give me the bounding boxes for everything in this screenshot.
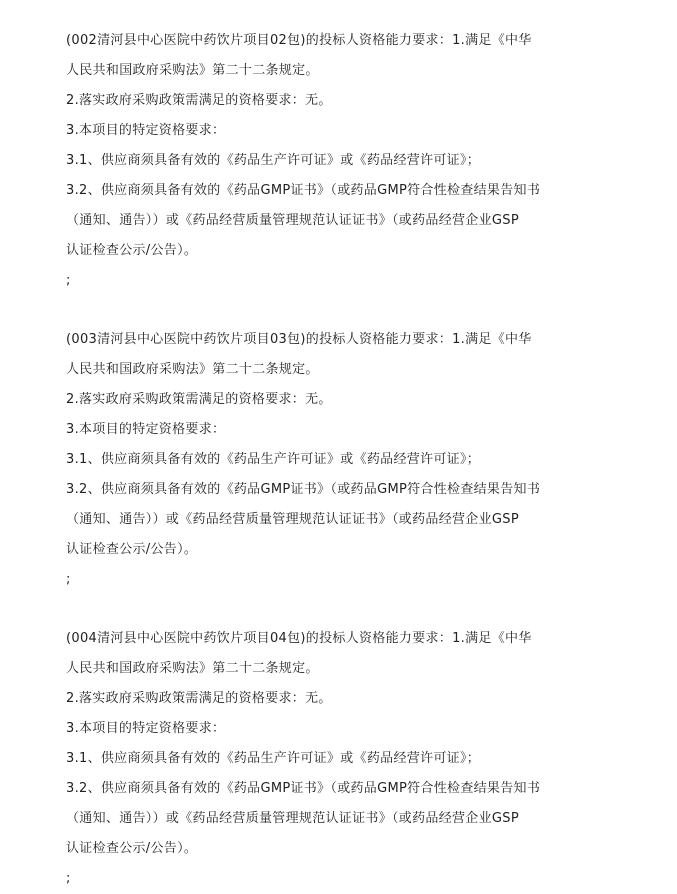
- block-line: 3.2、供应商须具备有效的《药品GMP证书》（或药品GMP符合性检查结果告知书: [66, 482, 541, 497]
- block-line: 3.2、供应商须具备有效的《药品GMP证书》（或药品GMP符合性检查结果告知书: [66, 183, 541, 198]
- block-separator: ;: [66, 273, 71, 288]
- block-line: （通知、通告））或《药品经营质量管理规范认证证书》（或药品经营企业GSP: [66, 512, 519, 527]
- block-line: 3.本项目的特定资格要求：: [66, 422, 226, 437]
- block-line: 3.2、供应商须具备有效的《药品GMP证书》（或药品GMP符合性检查结果告知书: [66, 781, 541, 796]
- block-line: (003清河县中心医院中药饮片项目03包)的投标人资格能力要求：1.满足《中华: [66, 332, 532, 347]
- block-line: 人民共和国政府采购法》第二十二条规定。: [66, 63, 319, 78]
- block-line: 认证检查公示/公告）。: [66, 542, 198, 557]
- block-line: (002清河县中心医院中药饮片项目02包)的投标人资格能力要求：1.满足《中华: [66, 33, 532, 48]
- block-line: 人民共和国政府采购法》第二十二条规定。: [66, 661, 319, 676]
- block-line: 3.1、供应商须具备有效的《药品生产许可证》或《药品经营许可证》；: [66, 751, 481, 766]
- block-separator: ;: [66, 572, 71, 587]
- block-line: 3.1、供应商须具备有效的《药品生产许可证》或《药品经营许可证》；: [66, 153, 481, 168]
- requirement-block-002: [66, 26, 606, 296]
- block-line: 认证检查公示/公告）。: [66, 243, 198, 258]
- block-line: 2.落实政府采购政策需满足的资格要求：无。: [66, 93, 332, 108]
- requirement-block-004: [66, 624, 606, 894]
- block-gap: [66, 595, 606, 624]
- block-line: 3.本项目的特定资格要求：: [66, 721, 226, 736]
- block-line: （通知、通告））或《药品经营质量管理规范认证证书》（或药品经营企业GSP: [66, 811, 519, 826]
- block-line: 3.1、供应商须具备有效的《药品生产许可证》或《药品经营许可证》；: [66, 452, 481, 467]
- document-body: [66, 26, 606, 894]
- block-separator: ;: [66, 871, 71, 886]
- block-line: (004清河县中心医院中药饮片项目04包)的投标人资格能力要求：1.满足《中华: [66, 631, 532, 646]
- block-line: 2.落实政府采购政策需满足的资格要求：无。: [66, 392, 332, 407]
- block-line: 2.落实政府采购政策需满足的资格要求：无。: [66, 691, 332, 706]
- block-line: 认证检查公示/公告）。: [66, 841, 198, 856]
- block-line: 3.本项目的特定资格要求：: [66, 123, 226, 138]
- block-gap: [66, 296, 606, 325]
- block-line: 人民共和国政府采购法》第二十二条规定。: [66, 362, 319, 377]
- block-line: （通知、通告））或《药品经营质量管理规范认证证书》（或药品经营企业GSP: [66, 213, 519, 228]
- requirement-block-003: [66, 325, 606, 595]
